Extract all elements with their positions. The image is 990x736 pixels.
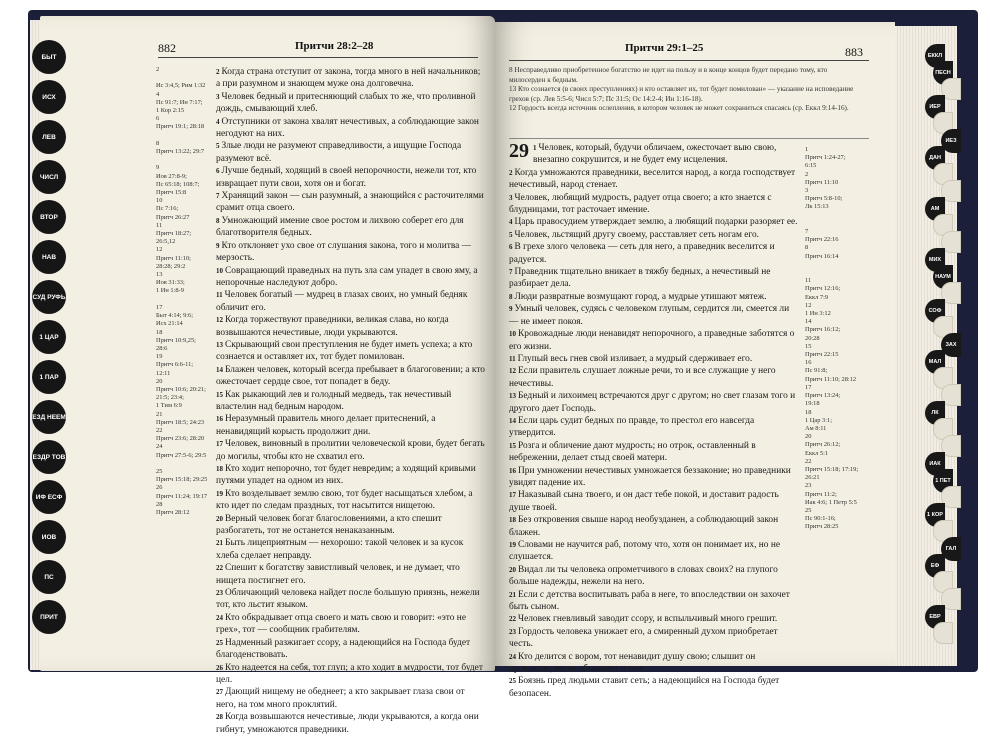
- right-verse: [509, 613, 799, 625]
- verse-text: Умный человек, судясь с человеком глупым, сердится ли, смеется ли — не имеет покоя.: [509, 304, 790, 327]
- verse-number: 13: [509, 392, 516, 401]
- left-verse: [216, 488, 486, 513]
- left-verse: [216, 711, 486, 736]
- verse-number: 14: [509, 416, 516, 425]
- verse-number: 16: [216, 415, 223, 424]
- verse-number: 13: [216, 340, 223, 349]
- verse-text: Человек, который, будучи обличаем, ожесточает выю свою, внезапно сокрушится, и не будет ему исцеления.: [533, 143, 777, 166]
- verse-number: 10: [216, 266, 223, 275]
- thumb-tab[interactable]: ИАК: [925, 452, 945, 476]
- verse-number: 8: [216, 216, 220, 225]
- verse-text: Бедный и лихоимец встречаются друг с другом; но свет глазам того и другого дает Господь.: [509, 391, 796, 414]
- verse-number: 17: [216, 440, 223, 449]
- right-verse: [509, 651, 799, 676]
- thumb-tab[interactable]: 1 ПЕТ: [933, 469, 953, 493]
- thumb-tab[interactable]: ДАН: [925, 146, 945, 170]
- verse-text: Праведник тщательно вникает в тяжбу бедных, а нечестивый не разбирает дела.: [509, 267, 771, 290]
- thumb-tab[interactable]: ЕККЛ: [925, 44, 945, 68]
- verse-text: Отступники от закона хвалят нечестивых, а соблюдающие закон негодуют на них.: [216, 116, 479, 140]
- cross-references-right: 1 Притч 1:24-27; 6:15 2 Притч 11:10 3 Притч 5:8-10; Лк 15:13 7 Притч 22:16 8 Притч 16:14 11 Притч 12:16; Еккл 7:9 12 1 Ин 3:12 14 Притч 16:12; 20:28 15 Притч 22:15 16 Пс 91:8; Притч 11:10; 28:12 17 Притч 13:24; 19:18 18 1 Цар 3:1; Ам 8:11 20 Притч 26:12; Еккл 5:1 22 Притч 15:18; 17:19; 26:21 23 Притч 11:2; Иак 4:6; 1 Петр 5:5 25 Пс 90:1-16; Притч 28:25: [805, 146, 859, 531]
- verse-text: Когда торжествуют праведники, великая слава, но когда возвышаются нечестивые, люди укрываются.: [216, 315, 449, 338]
- thumb-tab[interactable]: ИЕЗ: [941, 129, 961, 153]
- verse-number: 23: [509, 627, 516, 636]
- left-verse: [216, 240, 486, 265]
- right-verse: [509, 353, 799, 365]
- verse-text: Кто возделывает землю свою, тот будет насыщаться хлебом, а кто идет по следам праздных, тот насытится нищетою.: [216, 488, 473, 512]
- verse-text: Скрывающий свои преступления не будет иметь успеха; а кто сознается и оставляет их, тот будет помилован.: [216, 339, 473, 363]
- thumb-tab[interactable]: ЛЕВ: [32, 120, 66, 154]
- right-verse: [509, 415, 799, 440]
- header-rule-right: [509, 60, 869, 61]
- right-verse: [509, 365, 799, 390]
- thumb-tab[interactable]: ИОВ: [32, 520, 66, 554]
- verse-number: 18: [509, 516, 516, 525]
- thumb-tab[interactable]: ЕЗД НЕЕМ: [32, 400, 66, 434]
- left-verse: [216, 289, 486, 314]
- right-verse: [509, 216, 799, 228]
- left-verse: [216, 537, 486, 562]
- verse-number: 26: [216, 663, 223, 672]
- verse-number: 7: [509, 268, 513, 277]
- verse-text: Словами не научится раб, потому что, хотя он понимает их, но не слушается.: [509, 540, 781, 563]
- thumb-tab[interactable]: ЗАХ: [941, 333, 961, 357]
- thumb-tab[interactable]: МАЛ: [925, 350, 945, 374]
- verse-number: 3: [509, 193, 513, 202]
- verse-text: Лучше бедный, ходящий в своей непорочности, нежели тот, кто извращает пути свои, хотя он и богат.: [216, 166, 477, 189]
- verse-text: При умножении нечестивых умножается беззаконие; но праведники увидят падение их.: [509, 465, 791, 488]
- right-verse: [509, 192, 799, 217]
- footnote-rule-right: [509, 138, 869, 139]
- verse-text: Умножающий имение свое ростом и лихвою соберет его для благотворителя бедных.: [216, 215, 464, 239]
- verse-number: 24: [509, 652, 516, 661]
- right-verse: [509, 514, 799, 539]
- right-verse: [509, 539, 799, 564]
- verse-text: Человек богатый — мудрец в глазах своих, но умный бедняк обличит его.: [216, 290, 468, 313]
- thumb-tab[interactable]: ВТОР: [32, 200, 66, 234]
- thumb-tab[interactable]: ГАЛ: [941, 537, 961, 561]
- left-verse: [216, 513, 486, 538]
- verse-text: Надменный разжигает ссору, а надеющийся на Господа будет благоденствовать.: [216, 637, 471, 661]
- verse-number: 18: [216, 465, 223, 473]
- thumb-tab[interactable]: БЫТ: [32, 40, 66, 74]
- page-number-right: 883: [845, 45, 863, 59]
- verse-text: Человек, любящий мудрость, радует отца своего; а кто знается с блудницами, тот расточает имение.: [509, 192, 772, 216]
- verse-number: 6: [509, 243, 513, 252]
- left-verse: [216, 190, 486, 215]
- verse-text: Человек, виновный в пролитии человеческой крови, будет бегать до могилы, чтобы кто не схватил его.: [216, 439, 485, 462]
- right-verse: [509, 564, 799, 589]
- right-verse: [509, 142, 799, 167]
- verse-number: 15: [216, 390, 223, 399]
- verse-number: 20: [216, 514, 223, 523]
- verse-number: 11: [216, 291, 223, 300]
- right-verse: [509, 266, 799, 291]
- footnote-13: 13 Кто сознается (в своих преступлениях) и кто оставляет их, тот будет помилован» — указание на исповедание грехов (ср. Лев 5:5-6; Числ 5:7; Пс 31:5; Ос 14:2-4; Ин 1:16-18).: [509, 85, 854, 103]
- verse-number: 25: [216, 638, 223, 647]
- footnote-12: 12 Гордость всегда источник ослепления, в котором человек не может сохраниться спасаясь (ср. Еккл 9:14-16).: [509, 104, 849, 113]
- right-verse: [509, 626, 799, 651]
- verse-number: 28: [216, 713, 223, 722]
- verse-number: 3: [216, 92, 220, 101]
- left-verse: [216, 140, 486, 165]
- verse-text: Кто отклоняет ухо свое от слушания закона, того и молитва — мерзость.: [216, 240, 472, 264]
- verse-number: 2: [216, 68, 220, 76]
- left-verse: [216, 438, 486, 463]
- running-head-right: Притчи 29:1–25: [625, 42, 704, 54]
- thumb-tab[interactable]: ПРИТ: [32, 600, 66, 634]
- left-verse: [216, 463, 486, 488]
- thumb-tab[interactable]: НАУМ: [933, 265, 953, 289]
- verse-number: 4: [509, 218, 513, 227]
- verse-text: Царь правосудием утверждает землю, а любящий подарки разоряет ее.: [514, 217, 798, 228]
- left-verse: [216, 314, 486, 339]
- verse-text: Без откровения свыше народ необузданен, а соблюдающий закон блажен.: [509, 515, 779, 538]
- verse-text: Кто ходит непорочно, тот будет невредим; а ходящий кривыми путями упадет на одном из них.: [216, 464, 476, 487]
- verse-text: Обличающий человека найдет после большую приязнь, нежели тот, кто льстит языком.: [216, 588, 480, 611]
- thumb-tab[interactable]: СОФ: [925, 299, 945, 323]
- verse-number: 22: [509, 615, 516, 624]
- chapter-number: 29: [509, 140, 529, 162]
- verse-text: Хранящий закон — сын разумный, а знающийся с расточителями срамит отца своего.: [216, 191, 484, 214]
- cross-references-left: 2 Ис 3:4,5; Рим 1:32 4 Пс 91:7; Ин 7:17; 1 Кор 2:15 6 Притч 19:1; 28:18 8 Притч 13:22; 29:7 9 Иов 27:8-9; Пс 65:18; 108:7; Притч 15:8 10 Пс 7:16; Притч 26:27 11 Притч 18:27; 26:5,12 12 Притч 11:10; 28:28; 29:2 13 Иов 31:33; 1 Ин 1:8-9 17 Быт 4:14; 9:6; Исх 21:14 18 Притч 10:9,25; 28:6 19 Притч 6:6-11; 12:11 20 Притч 10:6; 20:21; 21:5; 23:4; 1 Тим 6:9 21 Притч 18:5; 24:23 22 Притч 23:6; 28:20 24 Притч 27:5-6; 29:5 25 Притч 15:18; 29:25 26 Притч 11:24; 19:17 28 Притч 28:12: [156, 66, 208, 516]
- verse-text: Когда страна отступит от закона, тогда много в ней начальников; а при разумном и знающем муже она долговечна.: [216, 67, 481, 90]
- verse-text: Когда возвышаются нечестивые, люди укрываются, а когда они гибнут, умножаются праведники.: [216, 712, 479, 735]
- right-verse: [509, 465, 799, 490]
- verse-number: 14: [216, 365, 223, 374]
- right-page: [495, 22, 895, 699]
- left-page: [40, 16, 495, 735]
- verse-text: Видал ли ты человека опрометчивого в словах своих? на глупого больше надежды, нежели на него.: [509, 564, 778, 588]
- left-verse: [216, 562, 486, 587]
- thumb-tab[interactable]: МИХ: [925, 248, 945, 272]
- thumb-tab-recessed[interactable]: [933, 622, 953, 644]
- verse-number: 21: [509, 590, 516, 599]
- left-verse: [216, 116, 486, 141]
- verse-number: 8: [509, 292, 513, 301]
- verse-text: Человек гневливый заводит ссору, и вспыльчивый много грешит.: [518, 614, 778, 625]
- page-number-left: 882: [158, 41, 176, 55]
- right-verse: [509, 489, 799, 514]
- verse-text: Человек бедный и притесняющий слабых то же, что проливной дождь, смывающий хлеб.: [216, 91, 476, 115]
- left-verse: [216, 339, 486, 364]
- verse-text: Если с детства воспитывать раба в неге, то впоследствии он захочет быть сыном.: [509, 589, 790, 613]
- left-verse: [216, 587, 486, 612]
- right-verse: [509, 589, 799, 614]
- verse-number: 27: [216, 688, 223, 697]
- left-verse: [216, 389, 486, 414]
- right-verse: [509, 241, 799, 266]
- verse-text: Наказывай сына твоего, и он даст тебе покой, и доставит радость душе твоей.: [509, 490, 779, 513]
- verse-number: 23: [216, 589, 223, 598]
- thumb-tab[interactable]: 1 ПАР: [32, 360, 66, 394]
- footnotes-top: [509, 66, 864, 114]
- verse-text: Кровожадные люди ненавидят непорочного, а праведные заботятся о его жизни.: [509, 329, 795, 352]
- thumb-tab[interactable]: НАВ: [32, 240, 66, 274]
- verse-text: Спешит к богатству завистливый человек, и не думает, что нищета постигнет его.: [216, 563, 460, 586]
- right-verse: [509, 303, 799, 328]
- right-verse: [509, 328, 799, 353]
- verse-text: Верный человек богат благословениями, а кто спешит разбогатеть, тот не останется ненаказанным.: [216, 513, 442, 537]
- verse-text: Дающий нищему не обеднеет; а кто закрывает глаза свои от него, на том много проклятий.: [216, 687, 465, 710]
- left-verse: [216, 686, 486, 711]
- left-verse: [216, 364, 486, 389]
- thumb-tab[interactable]: СУД РУФЬ: [32, 280, 66, 314]
- verse-number: 10: [509, 330, 516, 339]
- verse-number: 7: [216, 192, 220, 201]
- thumb-tab[interactable]: ЧИСЛ: [32, 160, 66, 194]
- verse-number: 19: [216, 489, 223, 498]
- verse-text: Если царь судит бедных по правде, то престол его навсегда утвердится.: [509, 415, 755, 439]
- verse-text: Кто обкрадывает отца своего и мать свою и говорит: «это не грех», тот — сообщник грабителям.: [216, 612, 466, 636]
- thumb-tab[interactable]: 1 КОР: [925, 503, 945, 527]
- verse-number: 12: [509, 367, 516, 376]
- verse-text: Когда умножаются праведники, веселится народ, а когда господствует нечестивый, народ стенает.: [509, 167, 796, 191]
- left-verse: [216, 612, 486, 637]
- verse-text: Кто делится с вором, тот ненавидит душу свою; слышит он проклятие, но не объявляет о том.: [509, 651, 756, 675]
- thumb-tab[interactable]: ЕВР: [925, 605, 945, 629]
- verse-text: Человек, льстящий другу своему, расставляет сеть ногам его.: [514, 229, 760, 240]
- thumb-tab[interactable]: ЕФ: [925, 554, 945, 578]
- verse-text: Быть лицеприятным — нехорошо: такой человек и за кусок хлеба сделает неправду.: [216, 538, 464, 561]
- header-rule-left: [158, 57, 478, 58]
- verse-number: 5: [216, 142, 220, 151]
- running-head-left: Притчи 28:2–28: [295, 40, 374, 52]
- verse-number: 5: [509, 230, 513, 239]
- thumb-tab[interactable]: ПС: [32, 560, 66, 594]
- verse-text: Неразумный правитель много делает притеснений, а ненавидящий корысть продолжит дни.: [216, 414, 436, 437]
- left-verse: [216, 91, 486, 116]
- verse-number: 4: [216, 117, 220, 126]
- right-verse: [509, 291, 799, 303]
- footnote-8: 8 Несправедливо приобретенное богатство не идет на пользу и в конце концов будет передано тому, кто милосерден к бедным.: [509, 66, 828, 84]
- left-verse: [216, 662, 486, 687]
- thumb-tab[interactable]: АМ: [925, 197, 945, 221]
- verse-text: Гордость человека унижает его, а смиренный духом приобретает честь.: [509, 626, 778, 650]
- verse-number: 11: [509, 354, 516, 363]
- right-verse: [509, 229, 799, 241]
- verse-text: Злые люди не разумеют справедливости, а ищущие Господа разумеют всё.: [216, 141, 462, 164]
- verses-right: [509, 142, 799, 700]
- verse-number: 9: [216, 241, 220, 250]
- right-verse: [509, 440, 799, 465]
- verse-number: 19: [509, 541, 516, 549]
- right-verse: [509, 390, 799, 415]
- verse-text: Блажен человек, который всегда пребывает в благоговении; а кто ожесточает сердце свое, тот попадет в беду.: [216, 364, 485, 388]
- verses-left: [216, 66, 486, 736]
- thumb-tab[interactable]: ИЕР: [925, 95, 945, 119]
- thumb-tab[interactable]: ЛК: [925, 401, 945, 425]
- verse-text: Если правитель слушает ложные речи, то и все служащие у него нечестивы.: [509, 366, 776, 389]
- verse-number: 17: [509, 491, 516, 500]
- left-verse: [216, 413, 486, 438]
- thumb-tab[interactable]: ЕЗДР ТОВ: [32, 440, 66, 474]
- left-verse: [216, 265, 486, 290]
- right-verse: [509, 675, 799, 700]
- verse-text: Розга и обличение дают мудрость; но отрок, оставленный в небрежении, делает стыд своей матери.: [509, 440, 756, 464]
- left-verse: [216, 66, 486, 91]
- verse-number: 2: [509, 168, 513, 177]
- verse-number: 1: [533, 144, 537, 152]
- verse-number: 12: [216, 316, 223, 325]
- right-verse: [509, 167, 799, 192]
- verse-number: 24: [216, 613, 223, 622]
- verse-text: Боязнь пред людьми ставит сеть; а надеющийся на Господа будет безопасен.: [509, 676, 780, 699]
- verse-text: Как рыкающий лев и голодный медведь, так нечестивый властелин над бедным народом.: [216, 389, 452, 412]
- verse-number: 20: [509, 565, 516, 574]
- verse-text: В грехе злого человека — сеть для него, а праведник веселится и радуется.: [509, 242, 775, 265]
- verse-number: 25: [509, 677, 516, 686]
- verse-number: 15: [509, 441, 516, 450]
- thumb-tab[interactable]: 1 ЦАР: [32, 320, 66, 354]
- left-verse: [216, 637, 486, 662]
- thumb-tab[interactable]: ПЕСН: [933, 61, 953, 85]
- thumb-tab[interactable]: ИСХ: [32, 80, 66, 114]
- verse-number: 22: [216, 564, 223, 573]
- left-verse: [216, 215, 486, 240]
- left-verse: [216, 165, 486, 190]
- verse-number: 9: [509, 305, 513, 314]
- verse-number: 6: [216, 167, 220, 176]
- verse-text: Глупый весь гнев свой изливает, а мудрый сдерживает его.: [517, 353, 753, 364]
- thumb-tab[interactable]: ИФ ЕСФ: [32, 480, 66, 514]
- verse-text: Люди развратные возмущают город, а мудрые утишают мятеж.: [514, 291, 767, 302]
- verse-number: 21: [216, 539, 223, 548]
- verse-number: 16: [509, 466, 516, 475]
- verse-text: Совращающий праведных на путь зла сам упадет в свою яму, а непорочные наследуют добро.: [216, 265, 478, 288]
- verse-text: Кто надеется на себя, тот глуп; а кто ходит в мудрости, тот будет цел.: [216, 662, 483, 685]
